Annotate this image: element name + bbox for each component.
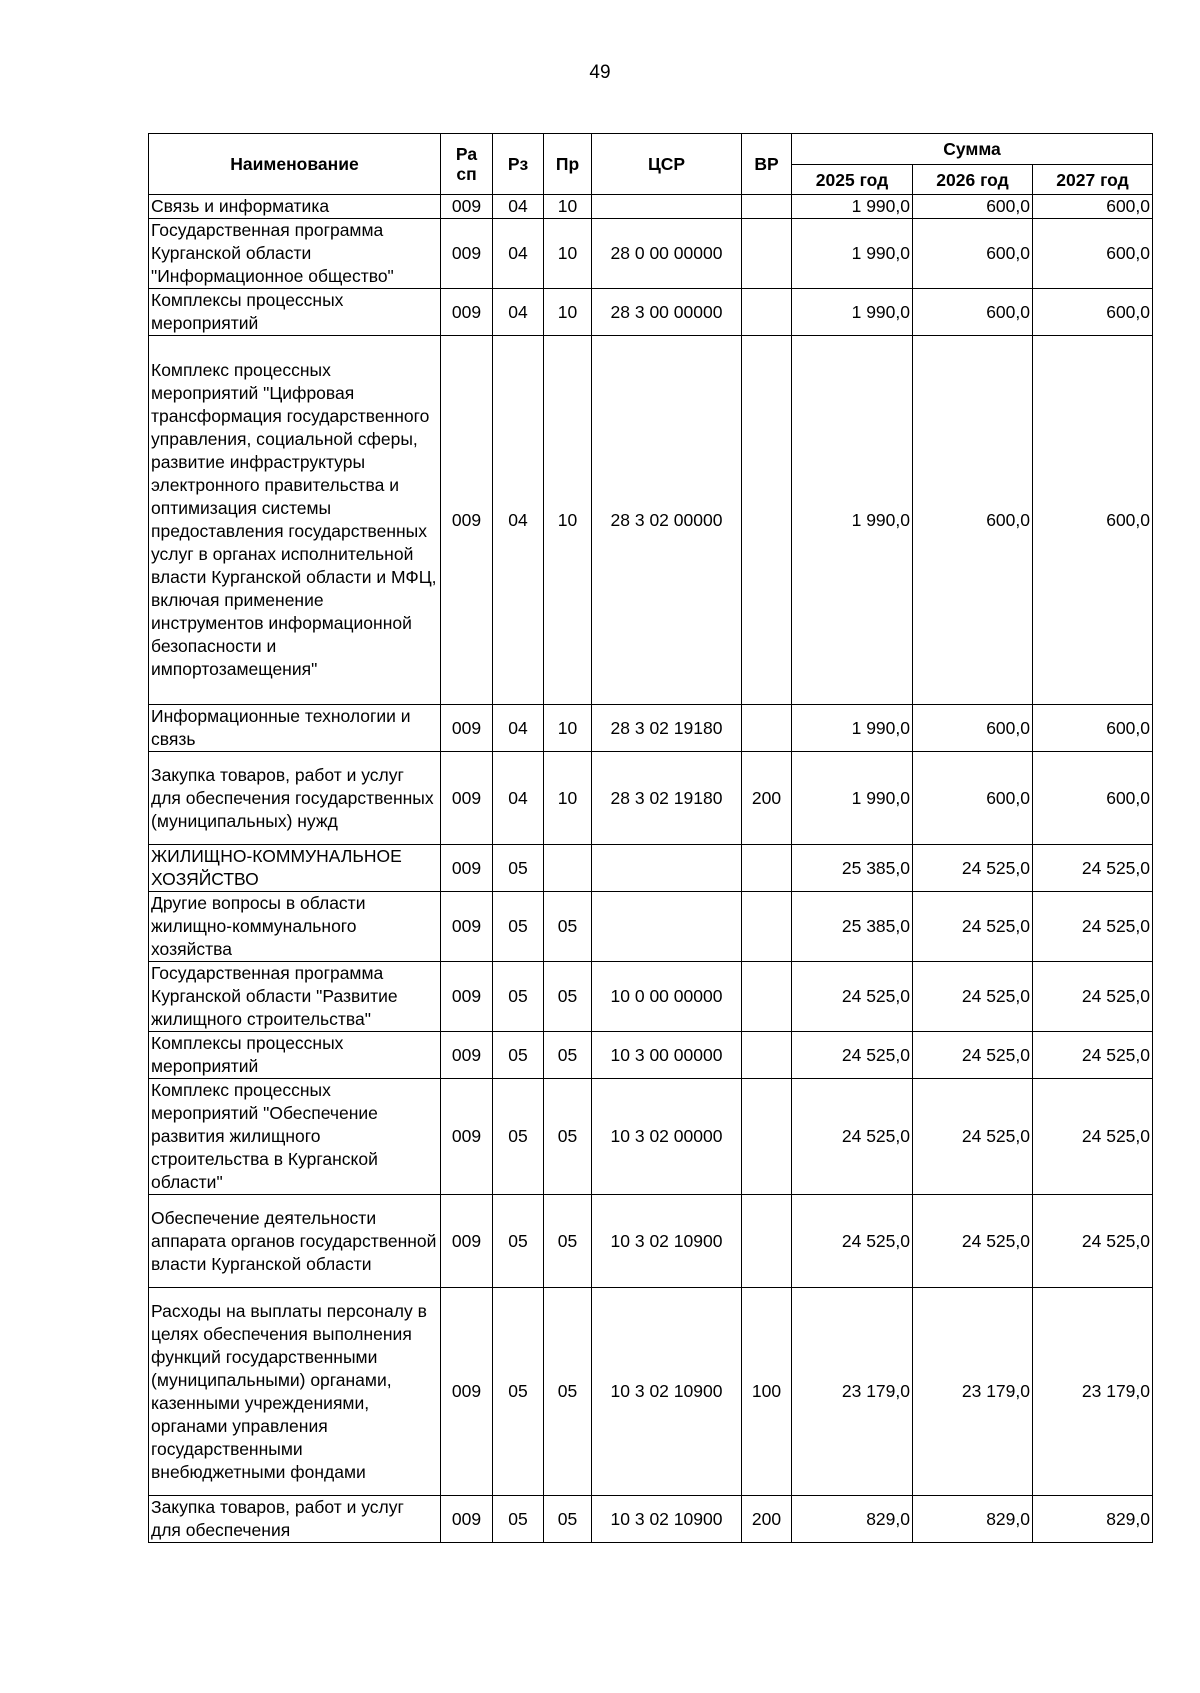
header-vr: ВР — [742, 134, 792, 195]
cell-csr: 10 3 02 10900 — [592, 1195, 742, 1288]
cell-name: Государственная программа Курганской области "Информационное общество" — [149, 219, 441, 289]
cell-2027: 600,0 — [1033, 752, 1153, 845]
cell-rasp: 009 — [441, 845, 493, 892]
cell-2027: 600,0 — [1033, 705, 1153, 752]
cell-2025: 25 385,0 — [792, 845, 913, 892]
cell-name: Комплекс процессных мероприятий "Обеспечение развития жилищного строительства в Курганской области" — [149, 1079, 441, 1195]
cell-pr: 05 — [544, 892, 592, 962]
header-year-2026: 2026 год — [913, 165, 1033, 195]
cell-vr — [742, 705, 792, 752]
cell-pr: 10 — [544, 289, 592, 336]
cell-pr: 10 — [544, 219, 592, 289]
table-row — [149, 336, 1153, 705]
cell-vr — [742, 336, 792, 705]
cell-name: Информационные технологии и связь — [149, 705, 441, 752]
cell-pr: 10 — [544, 336, 592, 705]
cell-2027: 24 525,0 — [1033, 845, 1153, 892]
cell-2027: 600,0 — [1033, 336, 1153, 705]
cell-rz: 05 — [493, 1079, 544, 1195]
cell-2027: 24 525,0 — [1033, 962, 1153, 1032]
header-csr: ЦСР — [592, 134, 742, 195]
cell-rz: 05 — [493, 1032, 544, 1079]
cell-vr — [742, 1032, 792, 1079]
cell-vr — [742, 1079, 792, 1195]
table-row — [149, 892, 1153, 962]
cell-2026: 24 525,0 — [913, 1032, 1033, 1079]
cell-name: Закупка товаров, работ и услуг для обеспечения — [149, 1496, 441, 1543]
table-row — [149, 962, 1153, 1032]
table-row — [149, 705, 1153, 752]
cell-2026: 600,0 — [913, 195, 1033, 219]
cell-rz: 04 — [493, 195, 544, 219]
cell-2026: 600,0 — [913, 752, 1033, 845]
cell-2026: 600,0 — [913, 705, 1033, 752]
cell-name: Комплекс процессных мероприятий "Цифровая трансформация государственного управления, социальной сферы, развитие инфраструктуры электронного правительства и оптимизация системы предоставления государственных услуг в органах исполнительной власти Курганской области и МФЦ, включая применение инструментов информационной безопасности и импортозамещения" — [149, 336, 441, 705]
cell-rasp: 009 — [441, 892, 493, 962]
cell-2025: 24 525,0 — [792, 1079, 913, 1195]
cell-csr: 28 3 02 19180 — [592, 705, 742, 752]
cell-2027: 24 525,0 — [1033, 892, 1153, 962]
cell-rz: 04 — [493, 752, 544, 845]
cell-2027: 24 525,0 — [1033, 1079, 1153, 1195]
cell-csr: 10 0 00 00000 — [592, 962, 742, 1032]
cell-name: Другие вопросы в области жилищно-коммунального хозяйства — [149, 892, 441, 962]
cell-rasp: 009 — [441, 1079, 493, 1195]
cell-rasp: 009 — [441, 1496, 493, 1543]
cell-rz: 04 — [493, 705, 544, 752]
cell-rasp: 009 — [441, 336, 493, 705]
header-name: Наименование — [149, 134, 441, 195]
cell-2026: 24 525,0 — [913, 892, 1033, 962]
cell-pr — [544, 845, 592, 892]
cell-rz: 05 — [493, 962, 544, 1032]
cell-2025: 23 179,0 — [792, 1288, 913, 1496]
table-row — [149, 1496, 1153, 1543]
cell-csr: 10 3 02 00000 — [592, 1079, 742, 1195]
header-year-2027: 2027 год — [1033, 165, 1153, 195]
cell-2026: 24 525,0 — [913, 962, 1033, 1032]
cell-2026: 24 525,0 — [913, 1195, 1033, 1288]
header-rasp-line2: сп — [456, 164, 477, 184]
header-sum: Сумма — [792, 134, 1153, 165]
cell-csr: 28 3 02 19180 — [592, 752, 742, 845]
cell-rz: 05 — [493, 845, 544, 892]
cell-2025: 1 990,0 — [792, 752, 913, 845]
cell-2025: 1 990,0 — [792, 705, 913, 752]
cell-name: Связь и информатика — [149, 195, 441, 219]
cell-2025: 1 990,0 — [792, 195, 913, 219]
table-row — [149, 195, 1153, 219]
cell-name: Комплексы процессных мероприятий — [149, 1032, 441, 1079]
cell-2027: 600,0 — [1033, 195, 1153, 219]
cell-rz: 05 — [493, 1195, 544, 1288]
cell-name: Государственная программа Курганской области "Развитие жилищного строительства" — [149, 962, 441, 1032]
cell-rasp: 009 — [441, 289, 493, 336]
table-body — [149, 195, 1153, 1543]
cell-2027: 600,0 — [1033, 219, 1153, 289]
cell-pr: 05 — [544, 1288, 592, 1496]
cell-vr: 200 — [742, 752, 792, 845]
table-row — [149, 845, 1153, 892]
cell-csr: 28 3 02 00000 — [592, 336, 742, 705]
cell-2025: 25 385,0 — [792, 892, 913, 962]
cell-rasp: 009 — [441, 1032, 493, 1079]
cell-vr: 200 — [742, 1496, 792, 1543]
header-rz: Рз — [493, 134, 544, 195]
cell-vr: 100 — [742, 1288, 792, 1496]
table-row — [149, 219, 1153, 289]
cell-2025: 1 990,0 — [792, 336, 913, 705]
cell-vr — [742, 845, 792, 892]
table-row — [149, 1032, 1153, 1079]
cell-csr: 28 3 00 00000 — [592, 289, 742, 336]
cell-2025: 24 525,0 — [792, 1195, 913, 1288]
cell-2027: 600,0 — [1033, 289, 1153, 336]
table-header — [149, 134, 1153, 195]
table-row — [149, 752, 1153, 845]
cell-rz: 05 — [493, 1496, 544, 1543]
cell-rasp: 009 — [441, 219, 493, 289]
cell-pr: 10 — [544, 705, 592, 752]
table-row — [149, 289, 1153, 336]
cell-2025: 1 990,0 — [792, 289, 913, 336]
header-pr: Пр — [544, 134, 592, 195]
cell-name: Закупка товаров, работ и услуг для обеспечения государственных (муниципальных) нужд — [149, 752, 441, 845]
cell-name: Расходы на выплаты персоналу в целях обеспечения выполнения функций государственными (муниципальными) органами, казенными учреждениями, органами управления государственными внебюджетными фондами — [149, 1288, 441, 1496]
cell-csr — [592, 195, 742, 219]
cell-2025: 829,0 — [792, 1496, 913, 1543]
header-rasp — [441, 134, 493, 195]
cell-2027: 829,0 — [1033, 1496, 1153, 1543]
cell-vr — [742, 289, 792, 336]
cell-csr — [592, 892, 742, 962]
cell-2026: 24 525,0 — [913, 1079, 1033, 1195]
cell-2026: 600,0 — [913, 336, 1033, 705]
cell-2025: 1 990,0 — [792, 219, 913, 289]
cell-2027: 24 525,0 — [1033, 1032, 1153, 1079]
cell-rz: 04 — [493, 289, 544, 336]
cell-name: Комплексы процессных мероприятий — [149, 289, 441, 336]
table-row — [149, 1288, 1153, 1496]
cell-2026: 24 525,0 — [913, 845, 1033, 892]
cell-2027: 24 525,0 — [1033, 1195, 1153, 1288]
cell-rasp: 009 — [441, 752, 493, 845]
cell-csr — [592, 845, 742, 892]
cell-pr: 10 — [544, 195, 592, 219]
cell-2026: 600,0 — [913, 219, 1033, 289]
cell-2027: 23 179,0 — [1033, 1288, 1153, 1496]
cell-rasp: 009 — [441, 962, 493, 1032]
page-number: 49 — [589, 62, 611, 83]
cell-name: ЖИЛИЩНО-КОММУНАЛЬНОЕ ХОЗЯЙСТВО — [149, 845, 441, 892]
cell-csr: 10 3 02 10900 — [592, 1288, 742, 1496]
cell-rasp: 009 — [441, 705, 493, 752]
cell-rz: 05 — [493, 1288, 544, 1496]
cell-vr — [742, 892, 792, 962]
cell-vr — [742, 1195, 792, 1288]
table-row — [149, 1079, 1153, 1195]
cell-pr: 05 — [544, 1032, 592, 1079]
cell-vr — [742, 219, 792, 289]
cell-rasp: 009 — [441, 1288, 493, 1496]
header-rasp-line1: Ра — [455, 144, 478, 164]
cell-pr: 10 — [544, 752, 592, 845]
cell-rz: 04 — [493, 219, 544, 289]
budget-table — [148, 133, 1153, 1543]
cell-2026: 600,0 — [913, 289, 1033, 336]
cell-2026: 23 179,0 — [913, 1288, 1033, 1496]
cell-2025: 24 525,0 — [792, 962, 913, 1032]
cell-vr — [742, 962, 792, 1032]
cell-name: Обеспечение деятельности аппарата органов государственной власти Курганской области — [149, 1195, 441, 1288]
cell-rasp: 009 — [441, 1195, 493, 1288]
cell-2025: 24 525,0 — [792, 1032, 913, 1079]
cell-csr: 10 3 02 10900 — [592, 1496, 742, 1543]
cell-pr: 05 — [544, 1079, 592, 1195]
cell-csr: 10 3 00 00000 — [592, 1032, 742, 1079]
cell-pr: 05 — [544, 1496, 592, 1543]
cell-vr — [742, 195, 792, 219]
cell-pr: 05 — [544, 1195, 592, 1288]
header-year-2025: 2025 год — [792, 165, 913, 195]
cell-csr: 28 0 00 00000 — [592, 219, 742, 289]
cell-rasp: 009 — [441, 195, 493, 219]
cell-rz: 04 — [493, 336, 544, 705]
cell-2026: 829,0 — [913, 1496, 1033, 1543]
cell-rz: 05 — [493, 892, 544, 962]
table-row — [149, 1195, 1153, 1288]
cell-pr: 05 — [544, 962, 592, 1032]
